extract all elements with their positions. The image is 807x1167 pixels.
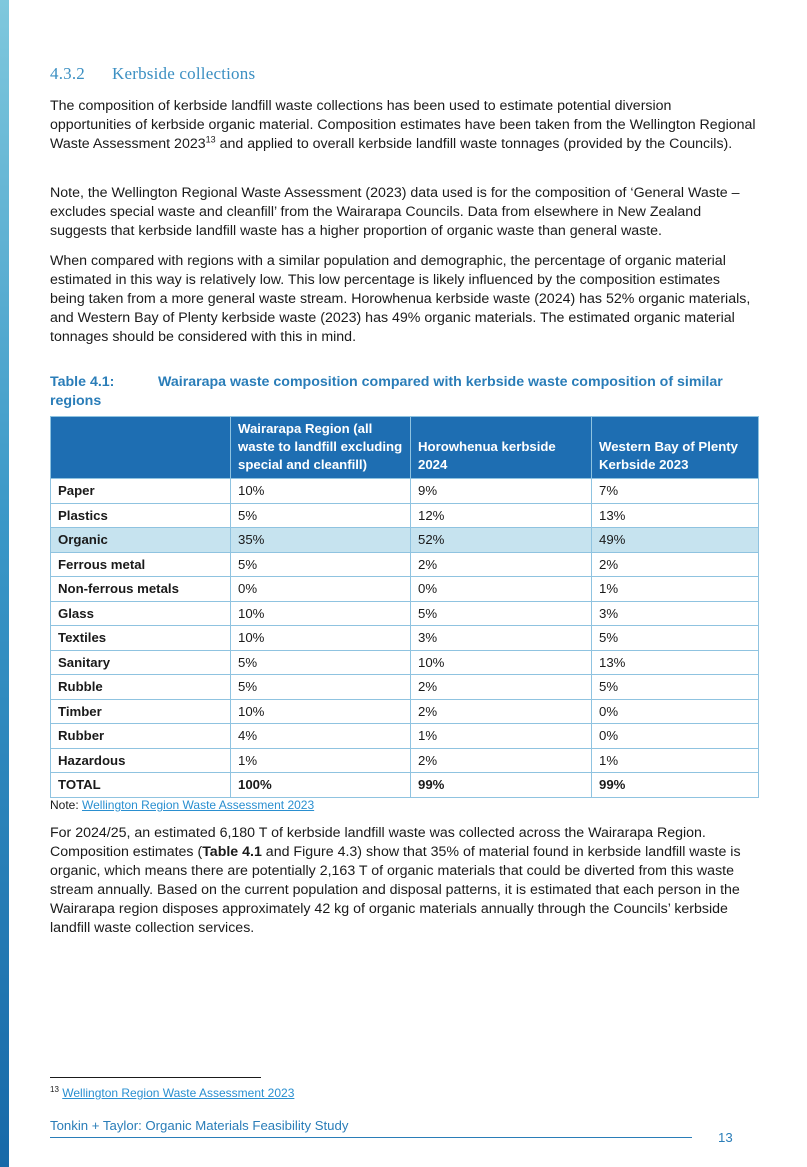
table-row xyxy=(51,650,759,675)
value-cell: 52% xyxy=(411,528,592,553)
table-caption-text: Wairarapa waste composition compared with kerbside waste composition of similar regions xyxy=(50,374,723,409)
section-heading xyxy=(50,64,255,84)
footnote-number: 13 xyxy=(50,1085,59,1094)
value-cell: 3% xyxy=(592,601,759,626)
value-cell: 2% xyxy=(411,699,592,724)
footnote-link[interactable]: Wellington Region Waste Assessment 2023 xyxy=(62,1086,295,1100)
footer-title: Tonkin + Taylor: Organic Materials Feasibility Study xyxy=(50,1118,349,1133)
material-cell: Rubble xyxy=(51,675,231,700)
material-cell: Timber xyxy=(51,699,231,724)
footnote xyxy=(50,1086,294,1100)
material-cell: Sanitary xyxy=(51,650,231,675)
value-cell: 1% xyxy=(411,724,592,749)
material-cell: Plastics xyxy=(51,503,231,528)
table-row xyxy=(51,577,759,602)
material-cell: Paper xyxy=(51,479,231,504)
value-cell: 9% xyxy=(411,479,592,504)
value-cell: 7% xyxy=(592,479,759,504)
paragraph-data-note: Note, the Wellington Regional Waste Assessment (2023) data used is for the composition of ‘General Waste – excludes special waste and cleanfill’ from the Wairarapa Councils. Data from elsewhere in New Zealand suggests that kerbside landfill waste has a higher proportion of organic waste than general waste. xyxy=(50,185,740,239)
table-row xyxy=(51,479,759,504)
material-cell: Rubber xyxy=(51,724,231,749)
material-cell: Ferrous metal xyxy=(51,552,231,577)
value-cell: 99% xyxy=(592,773,759,798)
paragraph-text: and Figure 4.3) show that 35% of material found in kerbside landfill waste is organic, which means there are potentially 2,163 T of organic materials that could be diverted from this waste stream annually. Based on the current population and disposal patterns, it is estimated that each person in the Wairarapa region disposes approximately 42 kg of organic materials annually through the Councils’ kerbside landfill waste collection services. xyxy=(50,844,741,936)
material-cell: Non-ferrous metals xyxy=(51,577,231,602)
value-cell: 10% xyxy=(411,650,592,675)
paragraph-text: The composition of kerbside landfill waste collections has been used to estimate potential diversion opportunities of kerbside organic material. Composition estimates have been taken from the Wellington Regional Waste Assessment 2023 xyxy=(50,98,756,152)
value-cell: 1% xyxy=(231,748,411,773)
value-cell: 5% xyxy=(592,626,759,651)
footnote-divider xyxy=(50,1077,261,1078)
table-reference: Table 4.1 xyxy=(202,844,262,860)
value-cell: 0% xyxy=(411,577,592,602)
paragraph-text: and applied to overall kerbside landfill waste tonnages (provided by the Councils). xyxy=(215,136,733,152)
table-row xyxy=(51,626,759,651)
value-cell: 13% xyxy=(592,503,759,528)
value-cell: 5% xyxy=(411,601,592,626)
value-cell: 12% xyxy=(411,503,592,528)
material-cell: Textiles xyxy=(51,626,231,651)
value-cell: 5% xyxy=(231,650,411,675)
table-header-row xyxy=(51,417,759,479)
header-cell: Western Bay of Plenty Kerbside 2023 xyxy=(592,417,759,479)
paragraph-comparison: When compared with regions with a similar population and demographic, the percentage of organic material estimated in this way is relatively low. This low percentage is likely influenced by the composition estimates being taken from a more general waste stream. Horowhenua kerbside waste (2024) has 52% organic materials, and Western Bay of Plenty kerbside waste (2023) has 49% organic materials. The estimated organic material tonnages should be considered with this in mind. xyxy=(50,253,751,345)
value-cell: 5% xyxy=(231,503,411,528)
value-cell: 2% xyxy=(411,675,592,700)
value-cell: 10% xyxy=(231,699,411,724)
value-cell: 5% xyxy=(231,552,411,577)
paragraph-text: For 2024/25, an estimated 6,180 T of kerbside landfill waste was collected across the Wairarapa Region. Composition estimates ( xyxy=(50,825,706,860)
header-cell: Wairarapa Region (all waste to landfill excluding special and cleanfill) xyxy=(231,417,411,479)
value-cell: 0% xyxy=(592,699,759,724)
table-row xyxy=(51,724,759,749)
value-cell: 0% xyxy=(592,724,759,749)
paragraph-composition-method xyxy=(50,97,756,154)
value-cell: 5% xyxy=(592,675,759,700)
table-row xyxy=(51,601,759,626)
value-cell: 10% xyxy=(231,626,411,651)
table-row xyxy=(51,552,759,577)
value-cell: 49% xyxy=(592,528,759,553)
footnote-ref[interactable]: 13 xyxy=(205,134,216,145)
material-cell: Hazardous xyxy=(51,748,231,773)
note-label: Note: xyxy=(50,798,83,812)
section-title: Kerbside collections xyxy=(112,64,256,83)
material-cell: Glass xyxy=(51,601,231,626)
value-cell: 100% xyxy=(231,773,411,798)
value-cell: 2% xyxy=(592,552,759,577)
table-note xyxy=(50,798,314,812)
header-cell: Horowhenua kerbside 2024 xyxy=(411,417,592,479)
note-source-link[interactable]: Wellington Region Waste Assessment 2023 xyxy=(82,798,315,812)
value-cell: 35% xyxy=(231,528,411,553)
value-cell: 1% xyxy=(592,748,759,773)
value-cell: 13% xyxy=(592,650,759,675)
table-label: Table 4.1: xyxy=(50,374,115,390)
table-caption xyxy=(50,373,756,411)
value-cell: 2% xyxy=(411,552,592,577)
value-cell: 3% xyxy=(411,626,592,651)
material-cell: Organic xyxy=(51,528,231,553)
value-cell: 99% xyxy=(411,773,592,798)
paragraph-tonnage-estimate xyxy=(50,824,756,938)
section-number: 4.3.2 xyxy=(50,64,85,83)
table-row xyxy=(51,748,759,773)
value-cell: 2% xyxy=(411,748,592,773)
table-total-row xyxy=(51,773,759,798)
value-cell: 4% xyxy=(231,724,411,749)
value-cell: 0% xyxy=(231,577,411,602)
page-accent-bar xyxy=(0,0,9,1167)
table-row xyxy=(51,503,759,528)
value-cell: 10% xyxy=(231,601,411,626)
value-cell: 5% xyxy=(231,675,411,700)
value-cell: 10% xyxy=(231,479,411,504)
table-row-highlighted xyxy=(51,528,759,553)
value-cell: 1% xyxy=(592,577,759,602)
material-cell: TOTAL xyxy=(51,773,231,798)
table-row xyxy=(51,699,759,724)
footer-divider xyxy=(50,1137,692,1138)
composition-table xyxy=(50,416,759,798)
page-number: 13 xyxy=(718,1130,733,1145)
header-cell xyxy=(51,417,231,479)
table-row xyxy=(51,675,759,700)
